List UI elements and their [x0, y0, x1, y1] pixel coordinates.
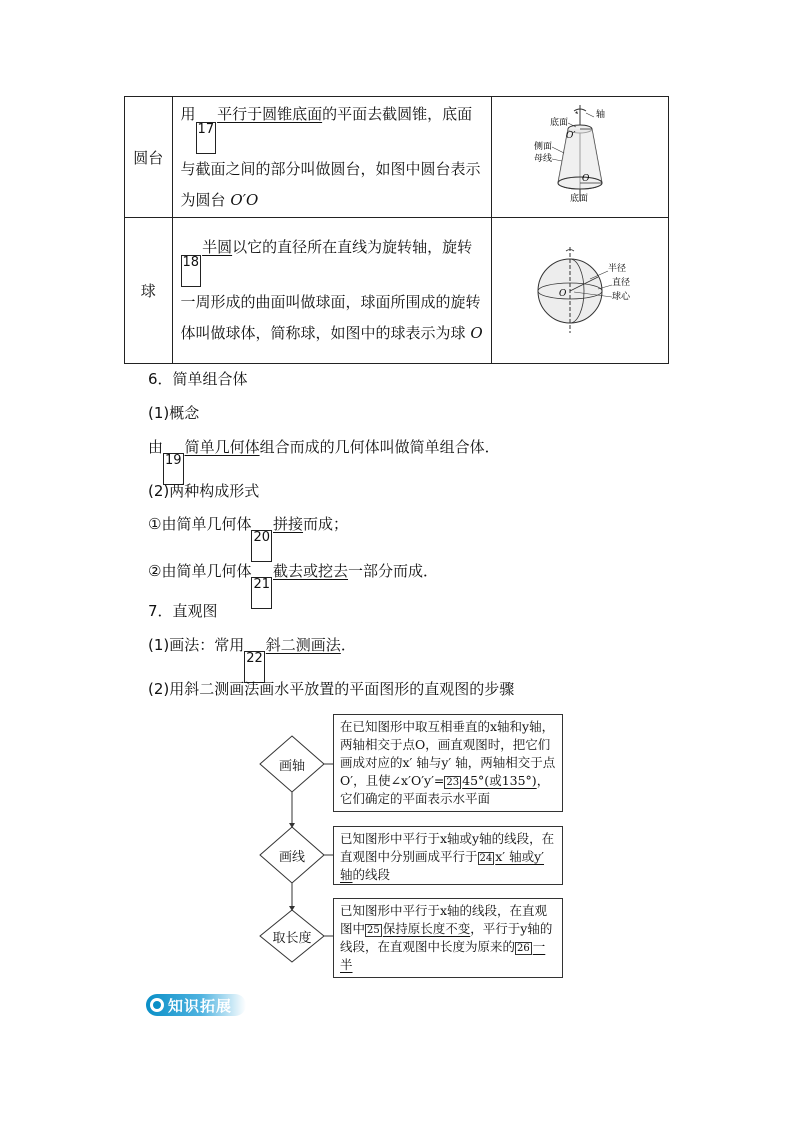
blank-number: 21 — [251, 577, 272, 609]
sphere-figure — [491, 218, 668, 364]
step-box-line — [333, 826, 563, 885]
symbol: O′O — [230, 190, 259, 209]
text: ①由简单几何体 — [148, 515, 252, 533]
knowledge-extension-badge — [146, 992, 246, 1018]
text: 组合而成的几何体叫做简单组合体． — [259, 438, 500, 456]
blank-answer: 45°(或135°) — [462, 773, 537, 788]
blank-number: 22 — [244, 651, 265, 683]
center-label: 球心 — [611, 291, 630, 302]
bullet-icon — [153, 1001, 161, 1009]
center-o-label: O — [558, 288, 567, 299]
section7-title: 7．直观图 — [148, 602, 218, 620]
bottom-base-label: 底面 — [569, 194, 588, 204]
section6-title: 6．简单组合体 — [148, 370, 248, 388]
blank-answer: 保持原长度不变 — [382, 921, 471, 936]
blank-number: 20 — [251, 530, 272, 562]
text: 在已知图形中取互相垂直的x轴和y轴，两轴相交于点O，画直观图时，把它们画成对应的x′ 轴与y′ 轴，两轴相交于点O′，且使∠x′O′y′= — [340, 719, 556, 788]
badge-label: 知识拓展 — [168, 997, 233, 1015]
flowchart — [258, 714, 568, 984]
row-name: 球 — [125, 218, 173, 364]
text: ②由简单几何体 — [148, 562, 252, 580]
text: ，它们确定的平面表示水平面 — [340, 773, 550, 806]
section7-line2: (2)用斜二测画法画水平放置的平面图形的直观图的步骤 — [148, 680, 515, 698]
text: 一部分而成． — [348, 562, 439, 580]
o-prime-label: O′ — [565, 131, 576, 141]
blank-number: 18 — [181, 255, 202, 287]
section6-sub2: (2)两种构成形式 — [148, 482, 260, 500]
frustum-diagram — [520, 103, 640, 207]
blank-number: 17 — [196, 122, 217, 154]
blank-answer: 斜二测画法 — [265, 636, 341, 654]
blank-number: 24 — [479, 853, 493, 864]
blank-answer: 截去或挖去 — [273, 562, 349, 580]
step-box-axis — [333, 714, 563, 812]
text: 已知图形中平行于x轴的线段，在直观图中 — [340, 903, 548, 936]
text: 的线段 — [352, 867, 391, 882]
blank-answer: x′ 轴或y′ 轴 — [340, 849, 545, 882]
blank-number: 26 — [517, 943, 530, 954]
text: 由 — [148, 438, 164, 456]
blank-number: 19 — [163, 453, 184, 485]
table-row — [125, 97, 669, 218]
blank-answer: 半圆 — [202, 238, 233, 256]
sphere-diagram — [520, 239, 640, 339]
desc-text: 的平面去截圆锥，底面与截面之间的部分叫做圆台，如图中圆台表示为圆台 — [180, 104, 481, 209]
symbol: O — [470, 324, 483, 342]
text: 已知图形中平行于x轴或y轴的线段，在直观图中分别画成平行于 — [340, 831, 555, 864]
section6-line1 — [148, 436, 500, 485]
desc-prefix: 用 — [180, 104, 196, 123]
text: 而成； — [303, 515, 349, 533]
top-base-label: 底面 — [549, 118, 568, 128]
blank-answer: 一半 — [340, 939, 546, 972]
generatrix-label: 母线 — [533, 154, 552, 164]
step-label: 画线 — [278, 850, 305, 865]
section7-line1 — [148, 634, 356, 683]
axis-label: 轴 — [595, 110, 605, 120]
text: ，平行于y轴的线段，在直观图中长度为原来的 — [340, 921, 553, 954]
blank-number: 23 — [446, 777, 460, 788]
step-label: 取长度 — [272, 931, 312, 946]
diameter-label: 直径 — [611, 277, 630, 288]
text: (1)画法：常用 — [148, 636, 245, 654]
frustum-figure — [491, 97, 668, 218]
blank-number: 25 — [367, 925, 380, 936]
solids-table — [124, 96, 669, 364]
text: ． — [340, 636, 356, 654]
section6-line2 — [148, 513, 348, 562]
table-row — [125, 218, 669, 364]
step-label: 画轴 — [278, 759, 305, 774]
blank-answer: 简单几何体 — [184, 438, 260, 456]
blank-answer: 平行于圆锥底面 — [217, 104, 323, 123]
step-box-length — [333, 898, 563, 978]
row-description — [172, 97, 491, 218]
o-label: O — [581, 174, 590, 184]
radius-label: 半径 — [607, 263, 626, 274]
blank-answer: 拼接 — [273, 515, 304, 533]
row-description — [172, 218, 491, 364]
side-label: 侧面 — [533, 142, 552, 152]
desc-text: 以它的直径所在直线为旋转轴，旋转一周形成的曲面叫做球面，球面所围成的旋转体叫做球体，简称球，如图中的球表示为球 — [180, 238, 481, 342]
section6-sub1: (1)概念 — [148, 404, 200, 422]
row-name: 圆台 — [125, 97, 173, 218]
